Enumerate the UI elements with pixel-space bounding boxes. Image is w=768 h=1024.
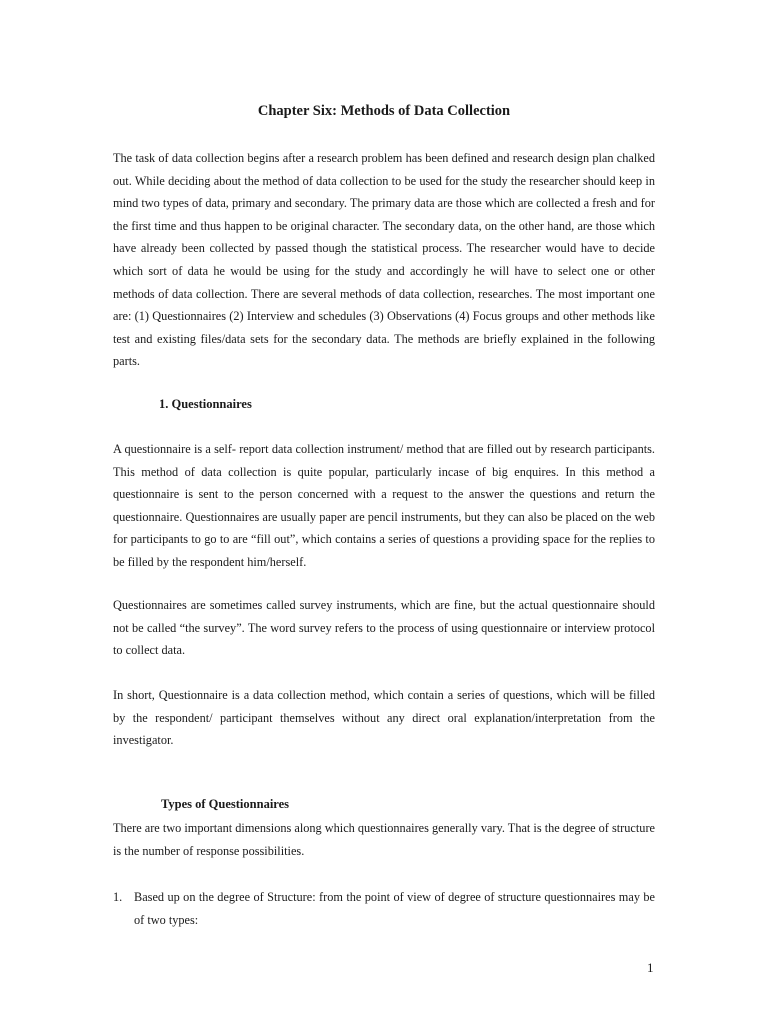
questionnaire-summary-paragraph: In short, Questionnaire is a data collection method, which contain a series of questions, which will be filled by the respondent/ participant themselves without any direct oral explanation/interpretation from the investigator. bbox=[113, 688, 655, 748]
section-heading-types: Types of Questionnaires bbox=[161, 797, 290, 811]
page-number: 1 bbox=[647, 960, 654, 975]
list-item-text: Based up on the degree of Structure: from the point of view of degree of structure questionnaires may be of two types: bbox=[134, 890, 655, 927]
types-intro-paragraph: There are two important dimensions along which questionnaires generally vary. That is the degree of structure is the number of response possibilities. bbox=[113, 821, 655, 858]
page-title: Chapter Six: Methods of Data Collection bbox=[257, 103, 511, 119]
questionnaire-definition-paragraph: A questionnaire is a self- report data collection instrument/ method that are filled out by research participants. This method of data collection is quite popular, particularly incase of big enquires. In this method a questionnaire is sent to the person concerned with a request to the answer the questions and return the questionnaire. Questionnaires are usually paper are pencil instruments, but they can also be placed on the web for participants to go to are “fill out”, which contains a series of questions a providing space for the replies to be filled by the respondent him/herself. bbox=[113, 442, 655, 569]
intro-paragraph: The task of data collection begins after a research problem has been defined and research design plan chalked out. While deciding about the method of data collection to be used for the study the researcher should keep in mind two types of data, primary and secondary. The primary data are those which are collected a fresh and for the first time and thus happen to be original character. The secondary data, on the other hand, are those which have already been collected by passed though the statistical process. The researcher would have to decide which sort of data he would be using for the study and accordingly he will have to select one or other methods of data collection. There are several methods of data collection, researches. The most important one are: (1) Questionnaires (2) Interview and schedules (3) Observations (4) Focus groups and other methods like test and existing files/data sets for the secondary data. The methods are briefly explained in the following parts. bbox=[113, 151, 655, 369]
survey-instruments-paragraph: Questionnaires are sometimes called survey instruments, which are fine, but the actual questionnaire should not be called “the survey”. The word survey refers to the process of using questionnaire or interview protocol to collect data. bbox=[113, 598, 655, 658]
list-item-number: 1. bbox=[113, 890, 123, 904]
section-heading-questionnaires: 1. Questionnaires bbox=[159, 397, 252, 411]
